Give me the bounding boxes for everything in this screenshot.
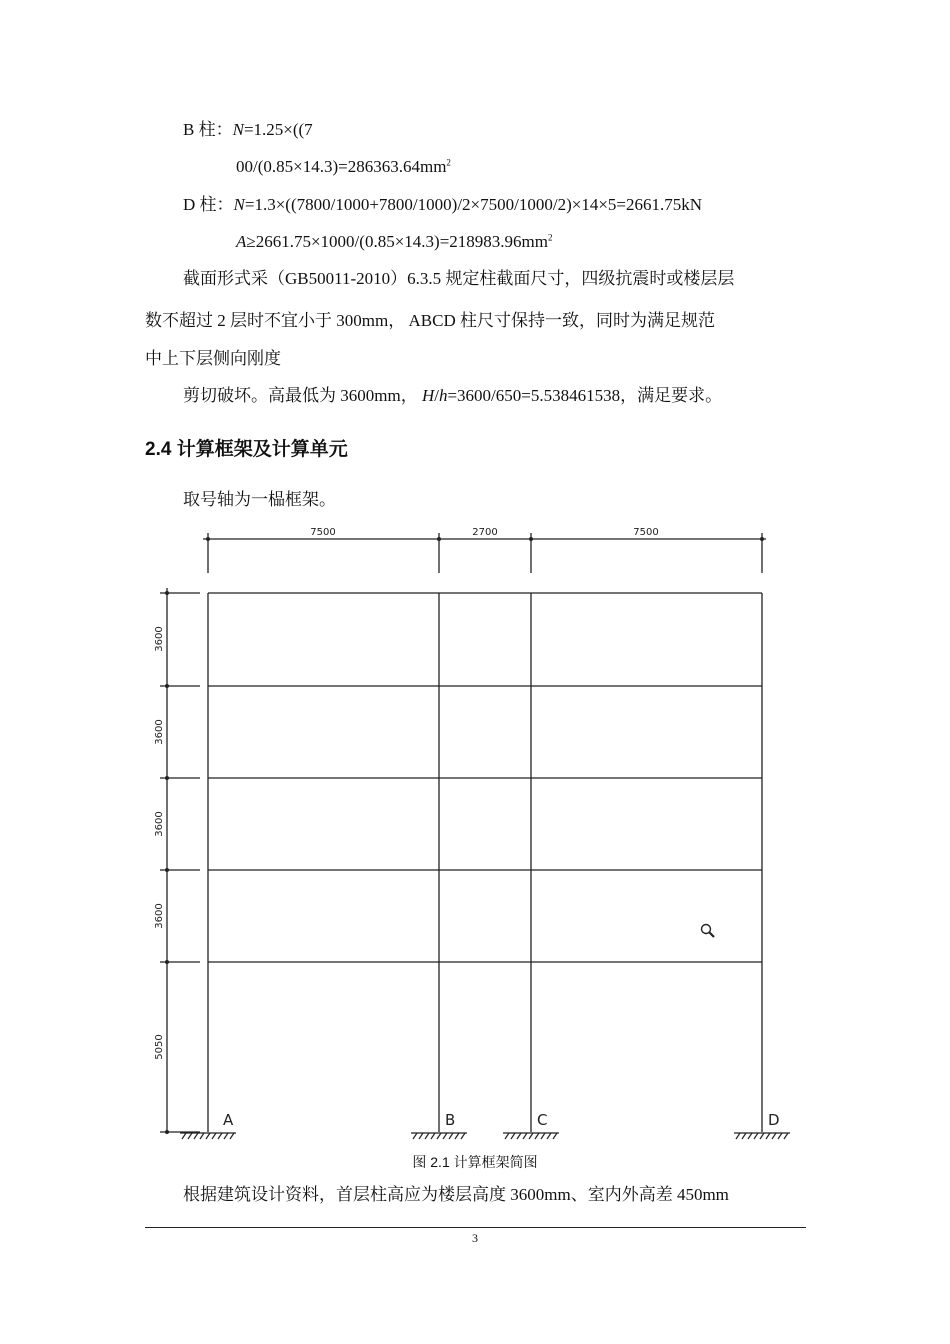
- dimension-tick: [165, 684, 169, 688]
- dimension-tick: [165, 591, 169, 595]
- axis-label: C: [537, 1111, 548, 1129]
- dimension-tick: [529, 537, 533, 541]
- frame-lines: [160, 533, 766, 1134]
- dimension-tick: [165, 960, 169, 964]
- axis-label: B: [445, 1111, 456, 1129]
- d-column-n-symbol: N: [233, 195, 245, 214]
- h-lower-symbol: h: [438, 386, 448, 405]
- fixed-support-d: [734, 1133, 790, 1139]
- dimension-tick: [165, 868, 169, 872]
- b-column-label: B 柱：: [183, 120, 233, 139]
- figure-caption: 图 2.1 计算框架简图: [412, 1154, 538, 1170]
- h-upper-symbol: H: [421, 386, 435, 405]
- fixed-support-b: [411, 1133, 467, 1139]
- fixed-support-c: [503, 1133, 559, 1139]
- b-column-formula-2: 00/(0.85×14.3)=286363.64mm: [236, 157, 447, 176]
- story-height-label: 3600: [154, 626, 165, 652]
- paragraph-line: 中上下层侧向刚度: [145, 349, 281, 368]
- superscript-2: 2: [446, 157, 451, 168]
- span-dimension-label: 7500: [310, 527, 336, 538]
- d-column-a-symbol: A: [236, 232, 247, 251]
- dimension-tick: [206, 537, 210, 541]
- fixed-support-a: [180, 1133, 236, 1139]
- slenderness-text: 剪切破坏。高最低为 3600mm，: [183, 386, 422, 405]
- axis-label: A: [223, 1111, 234, 1129]
- footer-rule: [145, 1227, 806, 1228]
- paragraph-line: 根据建筑设计资料，首层柱高应为楼层高度 3600mm、室内外高差 450mm: [183, 1185, 729, 1204]
- section-heading: 2.4 计算框架及计算单元: [145, 439, 348, 460]
- story-height-label: 5050: [154, 1034, 165, 1060]
- b-column-formula-1: =1.25×((7: [243, 120, 313, 139]
- superscript-2: 2: [547, 232, 553, 243]
- span-dimension-label: 7500: [633, 527, 659, 538]
- page-number: 3: [472, 1231, 478, 1245]
- story-height-label: 3600: [154, 811, 165, 837]
- slash: /: [434, 386, 439, 405]
- dimension-ticks: [165, 537, 764, 1134]
- d-column-label: D 柱：: [183, 195, 234, 214]
- slenderness-result: =3600/650=5.538461538，满足要求。: [447, 386, 723, 405]
- story-height-label: 3600: [154, 719, 165, 745]
- d-column-formula-1: =1.3×((7800/1000+7800/1000)/2×7500/1000/2)×14×5=2661.75kN: [244, 195, 703, 214]
- dimension-tick: [437, 537, 441, 541]
- paragraph-line: 取号轴为一榀框架。: [183, 490, 336, 509]
- d-column-formula-2: ≥2661.75×1000/(0.85×14.3)=218983.96mm: [246, 232, 548, 251]
- b-column-n-symbol: N: [232, 120, 244, 139]
- paragraph-line: 数不超过 2 层时不宜小于 300mm， ABCD 柱尺寸保持一致，同时为满足规范: [145, 311, 715, 330]
- span-dimension-label: 2700: [472, 527, 498, 538]
- dimension-tick: [165, 1130, 169, 1134]
- paragraph-line: 截面形式采（GB50011-2010）6.3.5 规定柱截面尺寸，四级抗震时或楼层层: [183, 269, 735, 288]
- magnifier-icon: [702, 925, 715, 938]
- dimension-tick: [760, 537, 764, 541]
- axis-label: D: [768, 1111, 780, 1129]
- story-height-label: 3600: [154, 903, 165, 929]
- dimension-tick: [165, 776, 169, 780]
